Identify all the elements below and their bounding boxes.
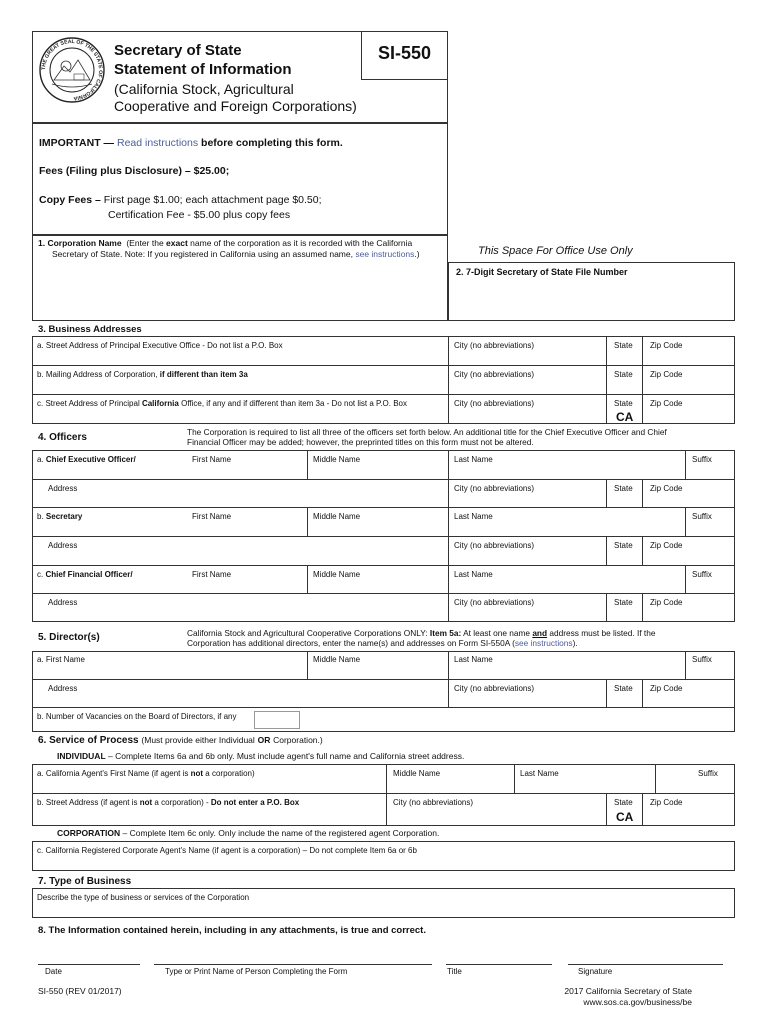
- state-label-3c: State: [614, 399, 633, 408]
- officer-c-first-label: First Name: [192, 570, 232, 579]
- address-3a-label: a. Street Address of Principal Executive Office - Do not list a P.O. Box: [37, 341, 283, 350]
- corporate-agent-field[interactable]: [34, 856, 733, 869]
- item1-note-line2: [52, 249, 420, 259]
- officer-c-title: [37, 570, 133, 579]
- address-3b-label: [37, 370, 248, 379]
- corporation-name-field[interactable]: [34, 262, 446, 319]
- item6-note-b: Corporation.): [273, 735, 323, 745]
- officer-c-role: Chief Financial Officer/: [45, 570, 133, 579]
- item5-note-1a: California Stock and Agricultural Cooperative Corporations ONLY:: [187, 628, 428, 638]
- filing-fees: Fees (Filing plus Disclosure) – $25.00;: [39, 165, 230, 177]
- state-seal-icon: [38, 36, 106, 104]
- state-label-3b: State: [614, 370, 633, 379]
- copyright: 2017 California Secretary of State: [564, 986, 692, 996]
- zip-label-3a: Zip Code: [650, 341, 683, 350]
- agent-state-label: State: [614, 798, 633, 807]
- state-value-3c: CA: [616, 410, 634, 424]
- address-3c-field[interactable]: [34, 410, 446, 422]
- officer-b-zip-label: Zip Code: [650, 541, 683, 550]
- officer-a-first-label: First Name: [192, 455, 232, 464]
- item3-title: 3. Business Addresses: [38, 324, 142, 335]
- date-label: Date: [45, 967, 62, 976]
- item5-note-1e: address must be listed. If the: [549, 628, 656, 638]
- vacancies-label: b. Number of Vacancies on the Board of Directors, if any: [37, 712, 237, 721]
- director-zip-label: Zip Code: [650, 684, 683, 693]
- officer-b-last-label: Last Name: [454, 512, 493, 521]
- subtitle-line1: (California Stock, Agricultural: [114, 81, 294, 97]
- office-use-text: This Space For Office Use Only: [478, 245, 633, 257]
- officer-a-last-label: Last Name: [454, 455, 493, 464]
- officer-b-middle-label: Middle Name: [313, 512, 361, 521]
- agent-middle-label: Middle Name: [393, 769, 441, 778]
- agent-suffix-label: Suffix: [698, 769, 718, 778]
- agent-street-a: b. Street Address (if agent is: [37, 798, 138, 807]
- officer-a-zip-label: Zip Code: [650, 484, 683, 493]
- officer-b-first-label: First Name: [192, 512, 232, 521]
- officer-a-city-label: City (no abbreviations): [454, 484, 535, 493]
- title-line2: Statement of Information: [114, 61, 292, 78]
- director-suffix-label: Suffix: [692, 655, 712, 664]
- item8-title: 8. The Information contained herein, including in any attachments, is true and correct.: [38, 925, 426, 936]
- item6-heading: [38, 735, 323, 746]
- individual-note: [57, 751, 464, 761]
- form-revision: SI-550 (REV 01/2017): [38, 986, 122, 996]
- address-3c-label-b: California: [141, 399, 179, 408]
- address-3c-label-c: Office, if any and if different than item 3a - Do not list a P.O. Box: [181, 399, 407, 408]
- director-state-label: State: [614, 684, 633, 693]
- item4-title: 4. Officers: [38, 432, 87, 443]
- address-3c-label-a: c. Street Address of Principal: [37, 399, 140, 408]
- officer-c-last-label: Last Name: [454, 570, 493, 579]
- item5-note-1d: and: [532, 628, 548, 638]
- officer-a-address-label: Address: [48, 484, 78, 493]
- item6-note-or: OR: [257, 735, 271, 745]
- title-field[interactable]: [446, 946, 552, 964]
- item5-see-instructions-link[interactable]: see instructions: [514, 638, 573, 648]
- director-first-label: a. First Name: [37, 655, 86, 664]
- item7-title: 7. Type of Business: [38, 876, 132, 887]
- agent-street-label: [37, 798, 299, 807]
- copy-fees: [39, 194, 322, 206]
- corporation-note: [57, 828, 439, 838]
- corporation-text: – Complete Item 6c only. Only include the name of the registered agent Corporation.: [122, 828, 440, 838]
- officer-c-city-label: City (no abbreviations): [454, 598, 535, 607]
- officer-c-state-label: State: [614, 598, 633, 607]
- item1-note-c: Secretary of State. Note: If you registered in California using an assumed name,: [52, 249, 353, 259]
- item5-note-2a: Corporation has additional directors, enter the name(s) and addresses on Form SI-550A (: [187, 638, 515, 648]
- important-prefix: IMPORTANT —: [39, 137, 115, 149]
- agent-first-not: not: [190, 769, 204, 778]
- officer-c-middle-label: Middle Name: [313, 570, 361, 579]
- item6-note-a: (Must provide either Individual: [141, 735, 255, 745]
- item5-note-line1: [187, 628, 655, 638]
- officer-a-prefix: a.: [37, 455, 46, 464]
- title-label: Title: [447, 967, 462, 976]
- read-instructions-link[interactable]: Read instructions: [116, 137, 199, 149]
- officer-a-title: [37, 455, 136, 464]
- city-label-3b: City (no abbreviations): [454, 370, 535, 379]
- agent-street-not: not: [139, 798, 153, 807]
- agent-first-label: [37, 769, 255, 778]
- director-address-label: Address: [48, 684, 78, 693]
- title-line1: Secretary of State: [114, 42, 242, 59]
- copy-fees-text: First page $1.00; each attachment page $0.50;: [103, 194, 322, 206]
- zip-label-3b: Zip Code: [650, 370, 683, 379]
- director-last-label: Last Name: [454, 655, 493, 664]
- item4-note-2: Financial Officer may be added; however, the preprinted titles on this form must not be altered.: [187, 437, 534, 447]
- vacancies-input[interactable]: [254, 711, 300, 729]
- officer-b-suffix-label: Suffix: [692, 512, 712, 521]
- item5-title: 5. Director(s): [38, 632, 100, 643]
- business-type-label: Describe the type of business or services of the Corporation: [37, 893, 250, 902]
- director-city-label: City (no abbreviations): [454, 684, 535, 693]
- officer-c-address-label: Address: [48, 598, 78, 607]
- state-label-3a: State: [614, 341, 633, 350]
- address-3b-label-a: b. Mailing Address of Corporation,: [37, 370, 158, 379]
- copy-fees-label: Copy Fees –: [39, 194, 101, 206]
- item1-note-exact: exact: [166, 238, 188, 248]
- zip-label-3c: Zip Code: [650, 399, 683, 408]
- business-type-field[interactable]: [34, 903, 733, 916]
- important-notice: [39, 137, 343, 149]
- agent-street-b: a corporation) -: [154, 798, 209, 807]
- agent-first-b: a corporation): [205, 769, 255, 778]
- item6-title: 6. Service of Process: [38, 735, 139, 746]
- form-number: SI-550: [377, 43, 432, 63]
- printed-name-label: Type or Print Name of Person Completing the Form: [165, 967, 348, 976]
- officer-c-prefix: c.: [37, 570, 46, 579]
- city-label-3c: City (no abbreviations): [454, 399, 535, 408]
- officer-c-zip-label: Zip Code: [650, 598, 683, 607]
- item5-note-line2: [187, 638, 578, 648]
- certification-fee: Certification Fee - $5.00 plus copy fees: [108, 209, 291, 221]
- director-middle-label: Middle Name: [313, 655, 361, 664]
- item4-note-1: The Corporation is required to list all three of the officers set forth below. An additional title for the Chief Executive Officer and Chief: [187, 427, 667, 437]
- signature-label: Signature: [578, 967, 613, 976]
- subtitle-line2: Cooperative and Foreign Corporations): [114, 98, 357, 114]
- city-label-3a: City (no abbreviations): [454, 341, 535, 350]
- officer-a-suffix-label: Suffix: [692, 455, 712, 464]
- corporate-agent-label: c. California Registered Corporate Agent's Name (if agent is a corporation) – Do not complete Item 6a or 6b: [37, 846, 417, 855]
- agent-street-c: Do not enter a P.O. Box: [210, 798, 300, 807]
- address-3c-label: [37, 399, 407, 408]
- date-field[interactable]: [38, 946, 140, 964]
- officer-b-prefix: b.: [37, 512, 46, 521]
- item5-note-1b: Item 5a:: [429, 628, 462, 638]
- officer-b-role: Secretary: [45, 512, 83, 521]
- officer-a-role: Chief Executive Officer/: [45, 455, 136, 464]
- address-3a-field[interactable]: [34, 352, 446, 364]
- agent-last-label: Last Name: [520, 769, 559, 778]
- item5-note-2b: ).: [572, 638, 578, 648]
- officer-a-middle-label: Middle Name: [313, 455, 361, 464]
- officer-a-state-label: State: [614, 484, 633, 493]
- agent-first-a: a. California Agent's First Name (if agent is: [37, 769, 189, 778]
- item2-title: 2. 7-Digit Secretary of State File Number: [456, 267, 628, 277]
- item1-note-a: (Enter the: [126, 238, 164, 248]
- officer-b-title: [37, 512, 82, 521]
- item5-note-1c: At least one name: [463, 628, 530, 638]
- officer-b-address-label: Address: [48, 541, 78, 550]
- item1-heading: [38, 238, 448, 248]
- file-number-field[interactable]: [450, 282, 733, 319]
- item1-note-d: .): [414, 249, 420, 259]
- agent-state-value: CA: [616, 810, 634, 824]
- officer-c-suffix-label: Suffix: [692, 570, 712, 579]
- corporation-label: CORPORATION: [57, 828, 121, 838]
- item1-note-b: name of the corporation as it is recorded with the California: [190, 238, 413, 248]
- important-suffix: before completing this form.: [201, 137, 343, 149]
- officer-b-state-label: State: [614, 541, 633, 550]
- see-instructions-link[interactable]: see instructions: [355, 249, 415, 259]
- address-3b-label-b: if different than item 3a: [159, 370, 248, 379]
- officer-b-city-label: City (no abbreviations): [454, 541, 535, 550]
- individual-text: – Complete Items 6a and 6b only. Must include agent's full name and California street address.: [108, 751, 465, 761]
- agent-zip-label: Zip Code: [650, 798, 683, 807]
- printed-name-field[interactable]: [154, 946, 432, 964]
- individual-label: INDIVIDUAL: [57, 751, 106, 761]
- seal-text: THE GREAT SEAL OF THE STATE OF CALIFORNIA: [40, 38, 104, 102]
- address-3b-field[interactable]: [34, 381, 446, 393]
- sos-url[interactable]: www.sos.ca.gov/business/be: [583, 997, 692, 1007]
- agent-city-label: City (no abbreviations): [393, 798, 474, 807]
- signature-field[interactable]: [568, 946, 723, 964]
- item1-title: 1. Corporation Name: [38, 238, 122, 248]
